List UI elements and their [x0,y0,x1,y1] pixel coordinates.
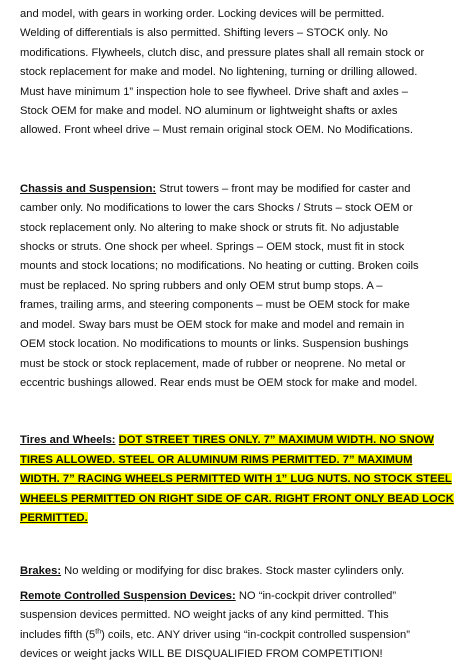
remote-line3-start: includes fifth (5 [20,628,96,641]
brakes-paragraph [20,562,460,581]
chassis-heading: Chassis and Suspension: [20,182,157,195]
tires-heading: Tires and Wheels: [20,434,116,447]
drivetrain-paragraph [20,5,460,141]
paragraph-line: camber only. No modifications to lower the cars Shocks / Struts – stock OEM or [20,202,413,215]
paragraph-line: modifications. Flywheels, clutch disc, and pressure plates shall all remain stock or [20,46,425,59]
paragraph-line: OEM stock location. No modifications to mounts or links. Suspension bushings [20,338,409,351]
paragraph-line: must be stock or stock replacement, made of rubber or neoprene. No metal or [20,357,406,370]
highlighted-text: DOT STREET TIRES ONLY. 7” MAXIMUM WIDTH. NO SNOW [118,434,434,447]
paragraph-line: allowed. Front wheel drive – Must remain original stock OEM. No Modifications. [20,124,413,137]
chassis-paragraph [20,180,460,393]
highlighted-text: WHEELS PERMITTED ON RIGHT SIDE OF CAR. RIGHT FRONT ONLY BEAD LOCK [20,492,454,505]
paragraph-line: devices or weight jacks WILL BE DISQUALIFIED FROM COMPETITION! [20,647,383,660]
remote-line3-end: ) coils, etc. ANY driver using “in-cockpit controlled suspension” [101,628,410,641]
paragraph-line: mounts and stock locations; no modifications. No heating or cutting. Broken coils [20,260,419,273]
paragraph-line: Must have minimum 1” inspection hole to see flywheel. Drive shaft and axles – [20,85,409,98]
paragraph-line [20,451,460,470]
paragraph-line [20,470,460,489]
paragraph-line: Welding of differentials is also permitted. Shifting levers – STOCK only. No [20,27,388,40]
paragraph-line [20,509,460,528]
highlighted-text: PERMITTED. [20,511,88,524]
paragraph-line: and model, with gears in working order. Locking devices will be permitted. [20,8,385,20]
chassis-first-line-text: Strut towers – front may be modified for caster and [156,182,411,195]
document-page [20,5,460,664]
brakes-heading: Brakes: [20,565,62,578]
section-spacer [20,393,460,431]
section-spacer [20,141,460,180]
paragraph-line [20,431,460,450]
paragraph-line [20,562,460,581]
section-spacer [20,528,460,562]
highlighted-text: TIRES ALLOWED. STEEL OR ALUMINUM RIMS PERMITTED. 7” MAXIMUM [20,453,413,466]
brakes-text: No welding or modifying for disc brakes. Stock master cylinders only. [61,565,405,578]
remote-first-line-text: NO “in-cockpit driver controlled” [235,589,397,602]
paragraph-line: frames, trailing arms, and steering components – must be OEM stock for make [20,299,410,312]
paragraph-line: stock replacement for make and model. No lightening, turning or drilling allowed. [20,66,418,79]
paragraph-line: suspension devices permitted. NO weight jacks of any kind permitted. This [20,609,389,622]
paragraph-line [20,587,460,606]
superscript: th [95,627,102,635]
paragraph-line: stock replacement only. No altering to make shock or struts fit. No adjustable [20,221,400,234]
paragraph-line [20,490,460,509]
paragraph-line: eccentric bushings allowed. Rear ends must be OEM stock for make and model. [20,376,418,389]
paragraph-line: and model. Sway bars must be OEM stock for make and model and remain in [20,318,405,331]
remote-paragraph [20,587,460,664]
paragraph-line: shocks or struts. One shock per wheel. Springs – OEM stock, must fit in stock [20,241,405,254]
paragraph-line: Stock OEM for make and model. NO aluminum or lightweight shafts or axles [20,105,398,118]
paragraph-line: must be replaced. No spring rubbers and only OEM strut bump stops. A – [20,279,383,292]
highlighted-text: WIDTH. 7” RACING WHEELS PERMITTED WITH 1” LUG NUTS. NO STOCK STEEL [20,473,452,486]
remote-heading: Remote Controlled Suspension Devices: [20,589,236,602]
paragraph-line [20,626,460,645]
tires-paragraph [20,431,460,528]
paragraph-line [20,180,460,199]
